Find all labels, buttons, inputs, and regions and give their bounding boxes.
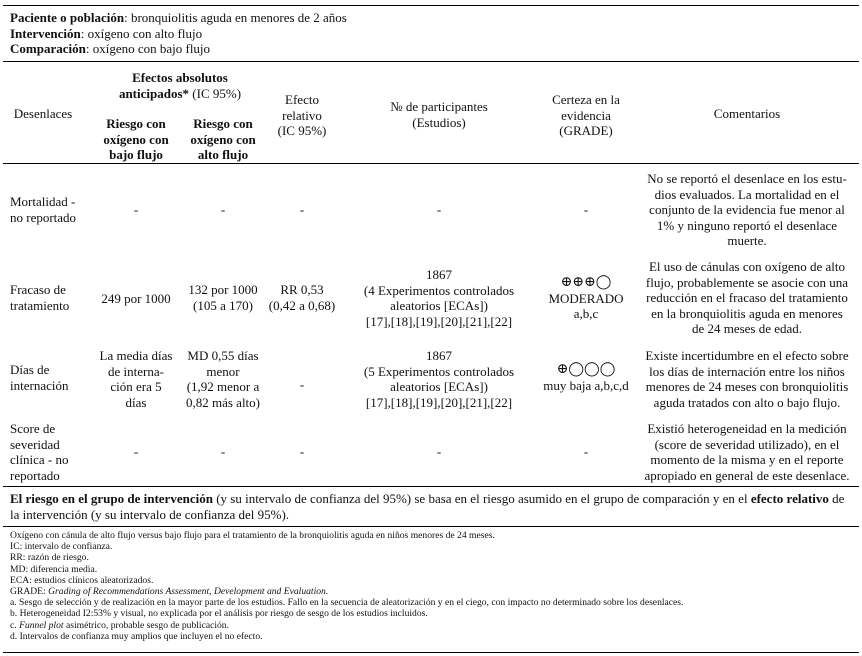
- top-rule: [3, 5, 859, 6]
- note-a: a. Sesgo de selección y de realización en la mayor parte de los estudios. Fallo en la secuencia de aleatorización y en el ciego, con impacto no determinado sobre los desenlaces.: [10, 597, 684, 609]
- row-fracaso-participantes: 1867 (4 Experimentos controlados aleatorios [ECAs]) [17],[18],[19],[20],[21],[22]: [363, 267, 515, 329]
- row-mortalidad-relativo: -: [299, 202, 305, 217]
- note-md: MD: diferencia media.: [10, 563, 98, 575]
- row-fracaso-alto: 132 por 1000 (105 a 170): [188, 282, 258, 313]
- bottom-rule: [3, 652, 859, 653]
- poblacion-value: : bronquiolitis aguda en menores de 2 años: [124, 10, 347, 25]
- row-mortalidad-bajo: -: [133, 202, 139, 217]
- note-ic: IC: intervalo de confianza.: [10, 541, 113, 553]
- note-rr: RR: razón de riesgo.: [10, 552, 89, 564]
- note-b: b. Heterogeneidad I2:53% y visual, no explicada por el análisis por riesgo de sesgo de los estudios incluidos.: [10, 608, 428, 620]
- header-efectos-absolutos: Efectos absolutos anticipados* (IC 95%): [118, 70, 242, 101]
- row-mortalidad-comentarios: No se reportó el desenlace en los estu- dios evaluados. La mortalidad en el conjunto de la evidencia fue menor al 1% y ninguno reportó el desenlace muerte.: [647, 171, 847, 248]
- note-d: d. Intervalos de confianza muy amplios que incluyen el no efecto.: [10, 630, 263, 642]
- pico-header: [10, 10, 347, 57]
- row-fracaso-desenlace: Fracaso de tratamiento: [10, 282, 70, 313]
- header-comentarios: Comentarios: [713, 106, 781, 121]
- intervencion-label: Intervención: [10, 25, 81, 41]
- row-fracaso-bajo: 249 por 1000: [101, 291, 171, 306]
- row-dias-participantes: 1867 (5 Experimentos controlados aleatorios [ECAs]) [17],[18],[19],[20],[21],[22]: [363, 348, 515, 410]
- summary-paragraph: El riesgo en el grupo de intervención (y su intervalo de confianza del 95%) se basa en el riesgo asumido en el grupo de comparación y en el efecto relativo de la intervención (y su intervalo de confianza del 95%).: [10, 491, 845, 522]
- row-dias-alto: MD 0,55 días menor (1,92 menor a 0,82 más alto): [185, 348, 260, 410]
- header-efecto-relativo: Efecto relativo (IC 95%): [277, 92, 327, 138]
- notes-top-rule: [3, 526, 859, 527]
- note-title: Oxígeno con cánula de alto flujo versus bajo flujo para el tratamiento de la bronquiolitis aguda en niños menores de 24 meses.: [10, 530, 495, 541]
- row-dias-relativo: -: [299, 377, 305, 392]
- header-riesgo-alto: Riesgo con oxígeno con alto flujo: [190, 116, 256, 162]
- poblacion-label: Paciente o población: [10, 10, 125, 25]
- comparacion-label: Comparación: [10, 41, 86, 56]
- row-fracaso-relativo: RR 0,53 (0,42 a 0,68): [268, 282, 336, 313]
- grade-circles-icon: ⊕⊕⊕◯: [560, 275, 612, 290]
- row-dias-certeza: ⊕◯◯◯ muy baja a,b,c,d: [534, 362, 638, 393]
- header-participantes: № de participantes (Estudios): [390, 99, 488, 130]
- footnotes: [10, 530, 850, 642]
- row-score-bajo: -: [133, 444, 139, 459]
- grade-circles-icon: ⊕◯◯◯: [556, 362, 616, 377]
- header-desenlaces: Desenlaces: [13, 106, 73, 121]
- intervencion-line: [10, 26, 347, 42]
- table-bottom-rule: [3, 486, 859, 487]
- row-mortalidad-alto: -: [220, 202, 226, 217]
- row-mortalidad-participantes: -: [436, 202, 442, 217]
- poblacion-line: [10, 10, 347, 26]
- row-score-desenlace: Score de severidad clínica - no reportado: [10, 421, 69, 483]
- row-score-comentarios: Existió heterogeneidad en la medición (score de severidad utilizado), en el momento de la misma y en el reporte apropiado en general de este desenlace.: [644, 421, 850, 483]
- header-certeza: Certeza en la evidencia (GRADE): [552, 92, 620, 138]
- note-c: c. Funnel plot asimétrico, probable sesgo de publicación.: [10, 619, 230, 631]
- row-fracaso-certeza: ⊕⊕⊕◯ MODERADO a,b,c: [534, 275, 638, 322]
- note-grade: GRADE: Grading of Recommendations Assessment, Development and Evaluation.: [10, 586, 329, 598]
- header-bottom-rule: [3, 163, 859, 164]
- comparacion-line: [10, 41, 347, 57]
- header-top-rule: [3, 61, 859, 62]
- row-dias-desenlace: Días de internación: [10, 362, 69, 393]
- row-fracaso-comentarios: El uso de cánulas con oxígeno de alto flujo, probablemente se asocie con una reducción en el fracaso del tratamiento en la bronquiolitis aguda en menores de 24 meses de edad.: [645, 259, 849, 336]
- row-mortalidad-certeza: -: [583, 202, 589, 217]
- comparacion-value: : oxígeno con bajo flujo: [85, 41, 211, 56]
- row-dias-comentarios: Existe incertidumbre en el efecto sobre los días de internación entre los niños menores de 24 meses con bronquiolitis aguda tratados con alto o bajo flujo.: [645, 348, 849, 410]
- header-riesgo-bajo: Riesgo con oxígeno con bajo flujo: [103, 116, 169, 162]
- intervencion-value: : oxígeno con alto flujo: [80, 25, 203, 41]
- note-eca: ECA: estudios clínicos aleatorizados.: [10, 574, 154, 586]
- row-score-certeza: -: [583, 444, 589, 459]
- row-score-participantes: -: [436, 444, 442, 459]
- row-score-alto: -: [220, 444, 226, 459]
- row-mortalidad-desenlace: Mortalidad - no reportado: [10, 194, 77, 225]
- row-score-relativo: -: [299, 444, 305, 459]
- row-dias-bajo: La media días de interna- ción era 5 días: [99, 348, 173, 410]
